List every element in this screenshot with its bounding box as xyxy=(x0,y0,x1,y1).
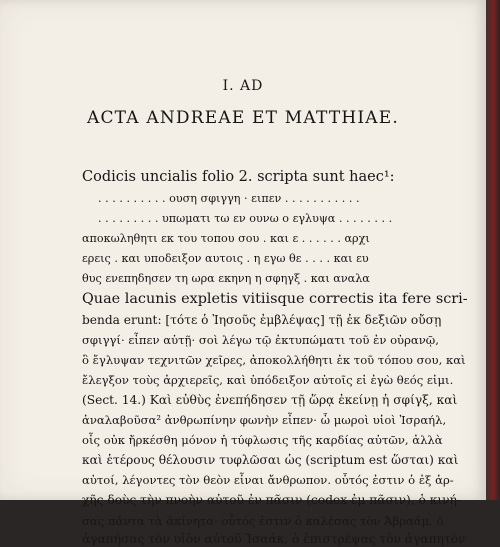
page-edge xyxy=(486,0,500,500)
uncial-line: αποκωληθητι εκ του τοπου σου . και ε . . . . . . αρχι xyxy=(82,232,370,246)
text-line: ἀναλαβοῦσα² ἀνθρωπίνην φωνὴν εἶπεν· ὦ μωροὶ υἱοὶ Ἰσραήλ, xyxy=(82,413,447,428)
uncial-line: . . . . . . . . . υπωματι τω εν ουνω ο εγλυψα . . . . . . . . xyxy=(98,212,393,226)
uncial-line: . . . . . . . . . . ουση σφιγγη · ειπεν . . . . . . . . . . . xyxy=(98,192,360,205)
text-line: σας πάντα τὰ ἀκίνητα· οὗτός ἐστιν ὁ καλέσας τὸν Ἀβραάμ, ὁ xyxy=(82,513,444,528)
uncial-line: θυς ενεπηδησεν τη ωρα εκηνη η σφηγξ . και αναλα xyxy=(82,272,370,286)
text-line: (Sect. 14.) Καὶ εὐθὺς ἐνεπήδησεν τῇ ὥρᾳ ἐκείνῃ ἡ σφίγξ, καὶ xyxy=(82,392,458,407)
text-line: Quae lacunis expletis vitiisque correctis ita fere scri- xyxy=(82,291,468,308)
uncial-line: ερεις . και υποδειξον αυτοις . η εγω θε . . . . και ευ xyxy=(82,252,369,266)
text-line: σφιγγί· εἶπεν αὐτῇ· σοὶ λέγω τῷ ἐκτυπώματι τοῦ ἐν οὐρανῷ, xyxy=(82,332,439,347)
text-line: οἷς οὐκ ἤρκέσθη μόνον ἡ τύφλωσις τῆς καρδίας αὐτῶν, ἀλλὰ xyxy=(82,433,443,448)
text-line: ὃ ἔγλυψαν τεχνιτῶν χεῖρες, ἀποκολλήθητι ἐκ τοῦ τόπου σου, καὶ xyxy=(82,352,466,367)
text-line: αὐτοί, λέγοντες τὸν θεὸν εἶναι ἄνθρωπον. οὗτός ἐστιν ὁ ἐξ ἀρ- xyxy=(82,473,454,488)
text-line: χῆς δοὺς τὴν πνοὴν αὐτοῦ ἐν πᾶσιν (codex ἐμ πᾶσιν), ὁ κινή- xyxy=(82,493,461,508)
section-heading: I. AD xyxy=(222,78,264,94)
text-line: benda erunt: [τότε ὁ Ἰησοῦς ἐμβλέψας] τῇ ἐκ δεξιῶν οὔσῃ xyxy=(82,312,442,327)
section-title: ACTA ANDREAE ET MATTHIAE. xyxy=(87,108,399,128)
text-line: ἀγαπήσας τὸν υἱὸν αὐτοῦ Ἰσαάκ, ὁ ἐπιστρέψας τὸν ἀγαπητὸν xyxy=(82,531,466,546)
text-line: καὶ ἑτέρους θέλουσιν τυφλῶσαι ὡς (scriptum est ὥσται) καὶ xyxy=(82,453,459,468)
intro-line: Codicis uncialis folio 2. scripta sunt haec¹: xyxy=(82,169,395,185)
text-line: ἔλεγξον τοὺς ἀρχιερεῖς, καὶ ὑπόδειξον αὐτοῖς εἰ ἐγὼ θεός εἰμι. xyxy=(82,372,454,387)
body-text xyxy=(82,166,468,546)
